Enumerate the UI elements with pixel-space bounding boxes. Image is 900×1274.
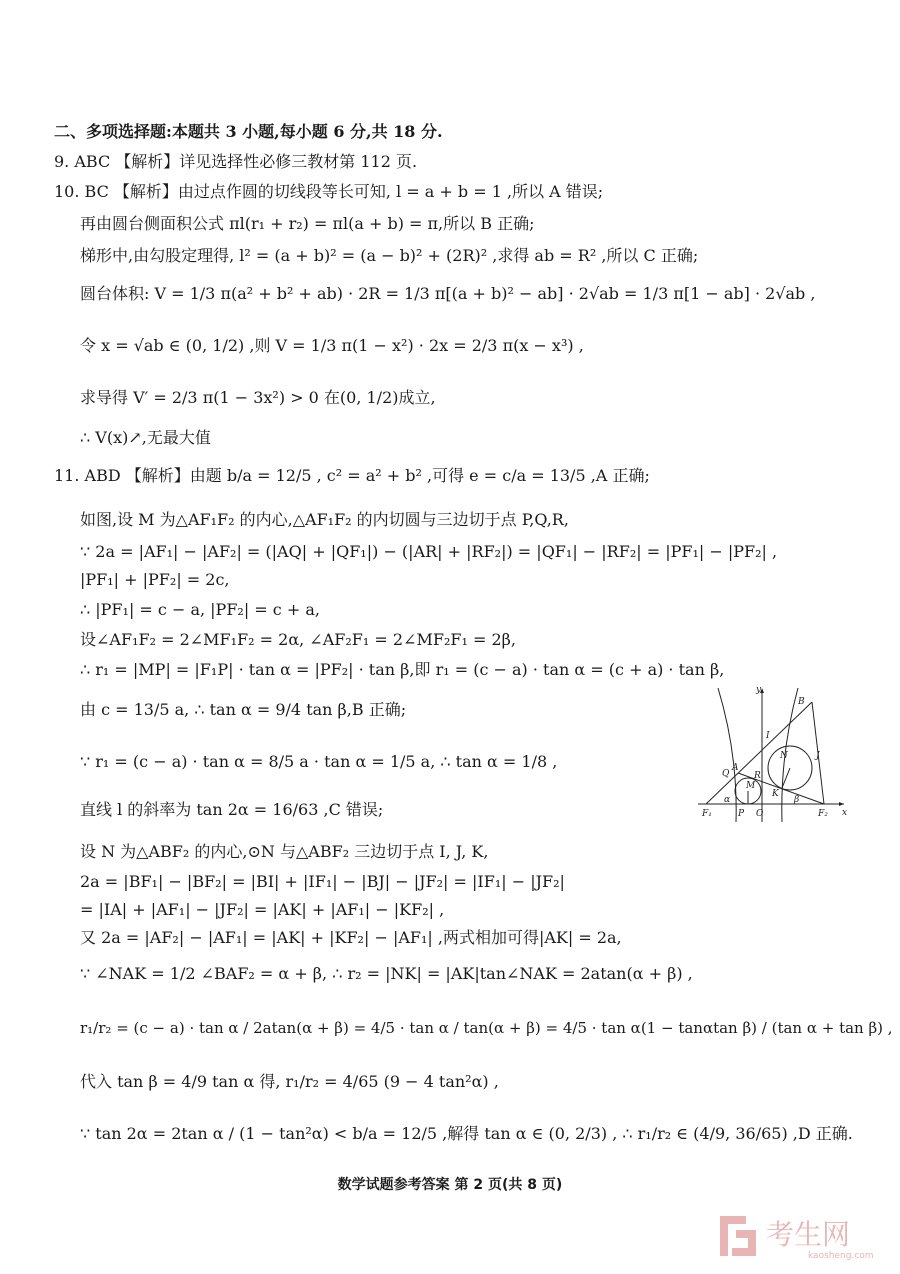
- q11-line: ∵ ∠NAK = 1/2 ∠BAF₂ = α + β, ∴ r₂ = |NK| = |AK|tan∠NAK = 2atan(α + β) ,: [80, 964, 693, 983]
- watermark-logo: [718, 1210, 888, 1262]
- label-f1: F₁: [702, 809, 712, 819]
- label-k: K: [772, 789, 779, 799]
- label-r: R: [754, 771, 761, 781]
- label-beta: β: [794, 795, 800, 805]
- label-b: B: [798, 697, 805, 707]
- label-j: J: [816, 751, 820, 761]
- q9-answer: 9. ABC 【解析】详见选择性必修三教材第 112 页.: [54, 152, 418, 171]
- q11-line: r₁/r₂ = (c − a) · tan α / 2atan(α + β) = 4/5 · tan α / tan(α + β) = 4/5 · tan α(1 − tanαtan β) / (tan α + tan β) ,: [80, 1019, 893, 1037]
- q11-line: ∵ r₁ = (c − a) · tan α = 8/5 a · tan α = 1/5 a, ∴ tan α = 1/8 ,: [80, 752, 558, 771]
- label-alpha: α: [724, 795, 731, 805]
- q10-line: 圆台体积: V = 1/3 π(a² + b² + ab) · 2R = 1/3 π[(a + b)² − ab] · 2√ab = 1/3 π[1 − ab] · 2√ab ,: [80, 284, 816, 303]
- label-i: I: [766, 731, 770, 741]
- q10-line: 再由圆台侧面积公式 πl(r₁ + r₂) = πl(a + b) = π,所以 B 正确;: [80, 214, 535, 233]
- q11-line: ∴ |PF₁| = c − a, |PF₂| = c + a,: [80, 600, 320, 619]
- label-m: M: [746, 781, 756, 791]
- q11-answer: 11. ABD 【解析】由题 b/a = 12/5 , c² = a² + b² ,可得 e = c/a = 13/5 ,A 正确;: [54, 466, 650, 485]
- q11-line: 由 c = 13/5 a, ∴ tan α = 9/4 tan β,B 正确;: [80, 700, 407, 719]
- label-f2: F₂: [818, 809, 828, 819]
- label-o: O: [756, 809, 764, 819]
- q11-line: ∵ 2a = |AF₁| − |AF₂| = (|AQ| + |QF₁|) − (|AR| + |RF₂|) = |QF₁| − |RF₂| = |PF₁| − |PF₂| ,: [80, 542, 778, 561]
- label-a: A: [732, 763, 739, 773]
- q10-line: ∴ V(x)↗,无最大值: [80, 428, 211, 447]
- q10-line: 梯形中,由勾股定理得, l² = (a + b)² = (a − b)² + (2R)² ,求得 ab = R² ,所以 C 正确;: [80, 246, 699, 265]
- q10-line: 令 x = √ab ∈ (0, 1/2) ,则 V = 1/3 π(1 − x²) · 2x = 2/3 π(x − x³) ,: [80, 336, 584, 355]
- q11-line: 设 N 为△ABF₂ 的内心,⊙N 与△ABF₂ 三边切于点 I, J, K,: [80, 842, 489, 861]
- watermark-url: kaosheng.com: [808, 1251, 874, 1261]
- q11-line: ∴ r₁ = |MP| = |F₁P| · tan α = |PF₂| · tan β,即 r₁ = (c − a) · tan α = (c + a) · tan β,: [80, 660, 725, 679]
- page-footer: 数学试题参考答案 第 2 页(共 8 页): [337, 1177, 563, 1193]
- watermark-brand: 考生网: [766, 1218, 851, 1251]
- q11-line: 直线 l 的斜率为 tan 2α = 16/63 ,C 错误;: [80, 800, 384, 819]
- label-n: N: [780, 751, 788, 761]
- label-x: x: [842, 808, 848, 818]
- q11-line: 设∠AF₁F₂ = 2∠MF₁F₂ = 2α, ∠AF₂F₁ = 2∠MF₂F₁ = 2β,: [80, 630, 516, 649]
- q11-line: = |IA| + |AF₁| − |JF₂| = |AK| + |AF₁| − |KF₂| ,: [80, 900, 445, 919]
- q10-answer: 10. BC 【解析】由过点作圆的切线段等长可知, l = a + b = 1 ,所以 A 错误;: [54, 182, 604, 201]
- hyperbola-figure: [694, 684, 850, 824]
- q11-line: 如图,设 M 为△AF₁F₂ 的内心,△AF₁F₂ 的内切圆与三边切于点 P,Q,R,: [80, 510, 569, 529]
- q10-line: 求导得 V′ = 2/3 π(1 − 3x²) > 0 在(0, 1/2)成立,: [80, 388, 436, 407]
- q11-line: 2a = |BF₁| − |BF₂| = |BI| + |IF₁| − |BJ| − |JF₂| = |IF₁| − |JF₂|: [80, 872, 565, 891]
- q11-line: ∵ tan 2α = 2tan α / (1 − tan²α) < b/a = 12/5 ,解得 tan α ∈ (0, 2/3) , ∴ r₁/r₂ ∈ (4/9, 36/65) ,D 正确.: [80, 1124, 853, 1143]
- label-p: P: [738, 809, 745, 819]
- q11-line: |PF₁| + |PF₂| = 2c,: [80, 570, 230, 589]
- section-heading: 二、多项选择题:本题共 3 小题,每小题 6 分,共 18 分.: [54, 122, 443, 141]
- q11-line: 代入 tan β = 4/9 tan α 得, r₁/r₂ = 4/65 (9 − 4 tan²α) ,: [80, 1072, 499, 1091]
- label-q: Q: [722, 769, 730, 779]
- label-y: y: [756, 685, 762, 695]
- x-axis-arrow: [839, 802, 844, 806]
- watermark-icon: [720, 1216, 756, 1256]
- q11-line: 又 2a = |AF₂| − |AF₁| = |AK| + |KF₂| − |AF₁| ,两式相加可得|AK| = 2a,: [80, 928, 622, 947]
